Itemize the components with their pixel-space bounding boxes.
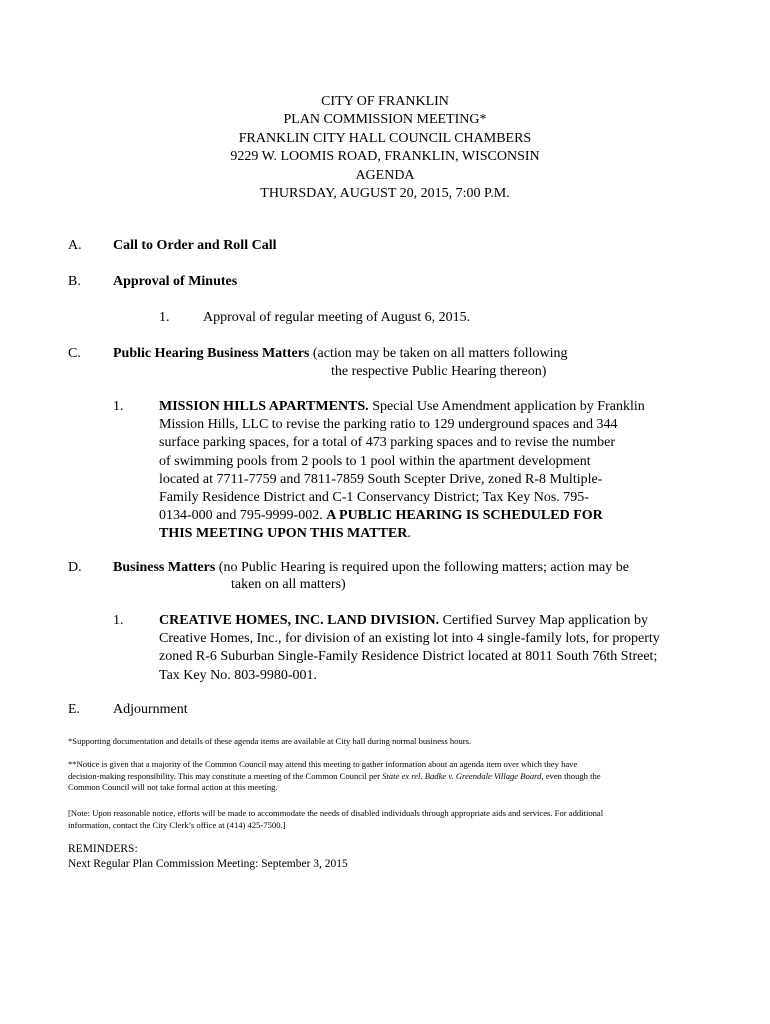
header-date-time: THURSDAY, AUGUST 20, 2015, 7:00 P.M. xyxy=(260,186,510,202)
section-a-letter: A. xyxy=(68,238,82,253)
section-e-letter: E. xyxy=(68,702,81,717)
accommodation-note-line: information, contact the City Clerk’s office at (414) 425-7500.] xyxy=(68,819,286,830)
section-d-item-line: Tax Key No. 803-9980-001. xyxy=(159,667,318,683)
section-d-letter: D. xyxy=(68,560,82,575)
section-c-heading xyxy=(113,345,568,363)
section-b-item-number: 1. xyxy=(159,310,170,325)
section-d-item-number: 1. xyxy=(113,613,124,628)
header-doc-type: AGENDA xyxy=(355,167,415,183)
council-notice-line: decision-making responsibility. This may constitute a meeting of the Common Council per xyxy=(68,770,383,781)
section-b-title: Approval of Minutes xyxy=(113,274,238,289)
header-address: 9229 W. LOOMIS ROAD, FRANKLIN, WISCONSIN xyxy=(230,149,540,165)
section-d-item-line: Creative Homes, Inc., for division of an existing lot into 4 single-family lots, for property xyxy=(159,631,660,647)
reminders-heading: REMINDERS: xyxy=(68,843,138,855)
section-c-item-line: 0134-000 and 795-9999-002. xyxy=(159,508,327,524)
section-d-note-continued: taken on all matters) xyxy=(231,577,346,592)
case-citation: State ex rel. Badke v. Greendale Village Board xyxy=(382,770,542,781)
section-d-item-body xyxy=(159,612,699,685)
supporting-note-text: *Supporting documentation and details of these agenda items are available at City hall during normal business hours. xyxy=(68,736,472,746)
section-b-letter: B. xyxy=(68,274,81,289)
section-c-title: Public Hearing Business Matters xyxy=(113,346,310,361)
header-meeting: PLAN COMMISSION MEETING* xyxy=(283,112,487,128)
reminders xyxy=(68,842,348,872)
section-c-item-line: surface parking spaces, for a total of 473 parking spaces and to revise the number xyxy=(159,435,616,451)
section-c-note-continued: the respective Public Hearing thereon) xyxy=(331,364,547,379)
section-d-note: (no Public Hearing is required upon the following matters; action may be xyxy=(215,560,629,575)
header-city: CITY OF FRANKLIN xyxy=(321,94,449,109)
section-b-item-text: Approval of regular meeting of August 6, 2015. xyxy=(203,310,471,325)
accommodation-note-line: [Note: Upon reasonable notice, efforts will be made to accommodate the needs of disabled individuals through appropriate aids and services. For additional xyxy=(68,808,604,818)
section-c-item-line: Special Use Amendment application by Franklin xyxy=(368,399,645,414)
section-d-item-line: Certified Survey Map application by xyxy=(439,613,648,628)
council-notice xyxy=(68,759,708,794)
section-c-item-line: Family Residence District and C-1 Conservancy District; Tax Key Nos. 795- xyxy=(159,490,589,506)
council-notice-line: **Notice is given that a majority of the Common Council may attend this meeting to gather information about an agenda item over which they have xyxy=(68,759,578,769)
section-e-title: Adjournment xyxy=(113,702,188,717)
section-c-item-number: 1. xyxy=(113,399,124,414)
section-c-item-line: . xyxy=(407,526,411,542)
council-notice-line: Common Council will not take formal action at this meeting. xyxy=(68,782,278,792)
council-notice-line: , even though the xyxy=(541,770,601,781)
agenda-header xyxy=(0,93,770,203)
section-d-item-line: zoned R-6 Suburban Single-Family Residence District located at 8011 South 76th Street; xyxy=(159,649,658,665)
section-d-title: Business Matters xyxy=(113,560,216,575)
section-c-item-title: MISSION HILLS APARTMENTS. xyxy=(159,399,369,414)
header-location: FRANKLIN CITY HALL COUNCIL CHAMBERS xyxy=(238,130,532,146)
accommodation-note xyxy=(68,808,708,831)
section-c-item-line: Mission Hills, LLC to revise the parking ratio to 129 underground spaces and 344 xyxy=(159,417,618,433)
section-c-item-body xyxy=(159,398,699,544)
section-c-letter: C. xyxy=(68,346,81,361)
public-hearing-notice: A PUBLIC HEARING IS SCHEDULED FOR xyxy=(326,508,603,524)
section-c-note: (action may be taken on all matters following xyxy=(309,346,568,361)
section-d-item-title: CREATIVE HOMES, INC. LAND DIVISION. xyxy=(159,613,440,628)
supporting-documentation-note xyxy=(68,736,708,748)
section-a-title: Call to Order and Roll Call xyxy=(113,238,277,253)
next-meeting-reminder: Next Regular Plan Commission Meeting: September 3, 2015 xyxy=(68,858,348,870)
public-hearing-notice-continued: THIS MEETING UPON THIS MATTER xyxy=(159,526,408,542)
section-c-item-line: of swimming pools from 2 pools to 1 pool within the apartment development xyxy=(159,453,591,469)
section-c-item-line: located at 7711-7759 and 7811-7859 South Scepter Drive, zoned R-8 Multiple- xyxy=(159,471,603,487)
section-d-heading xyxy=(113,559,629,577)
